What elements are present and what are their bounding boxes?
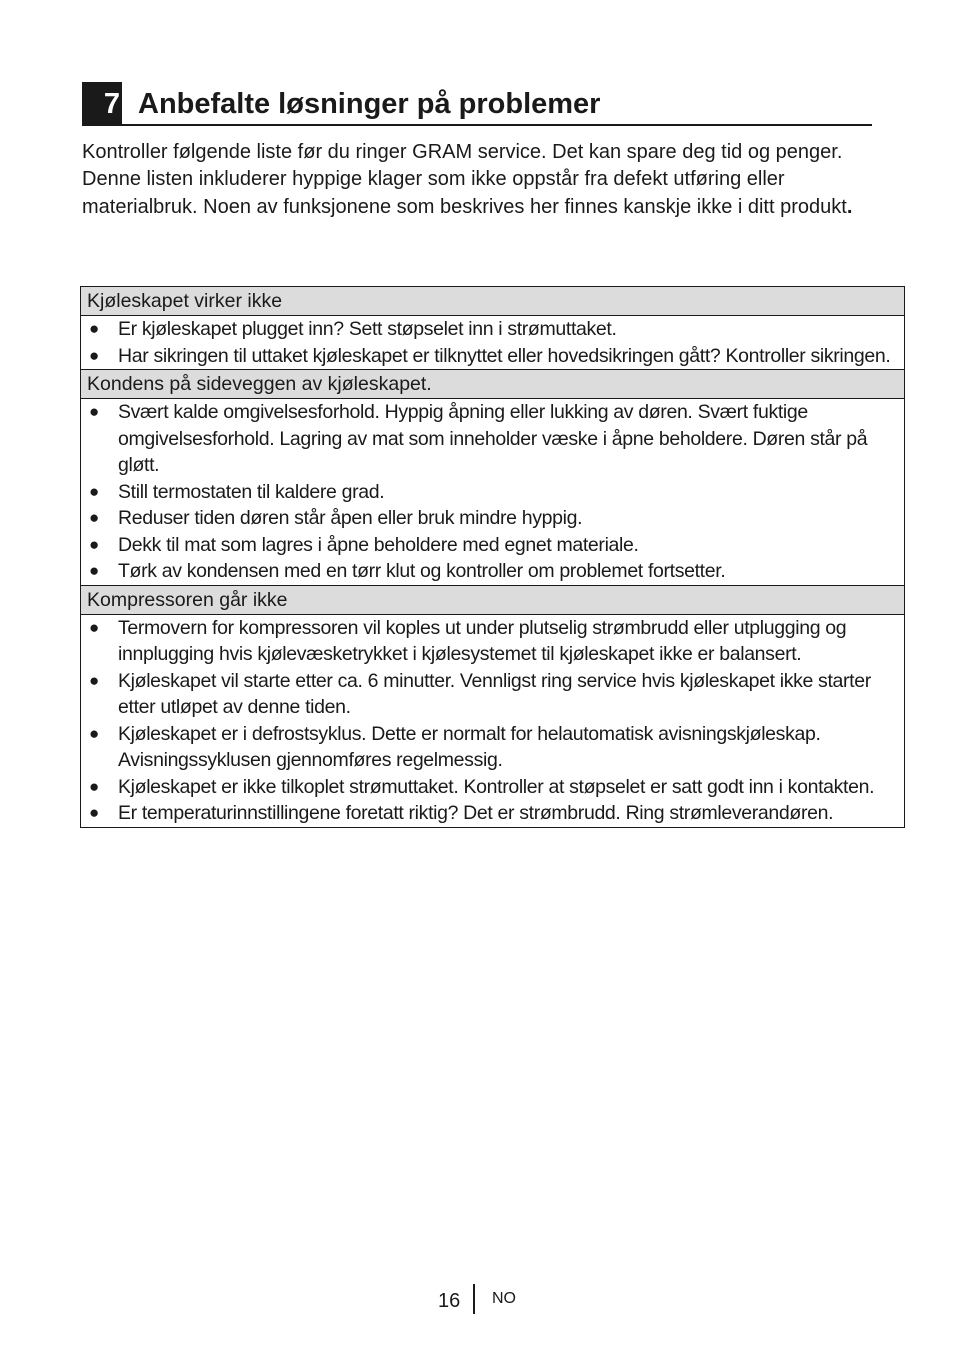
section-title: Anbefalte løsninger på problemer [138,88,601,120]
section-number-badge: 7 [82,82,122,124]
bullet-icon: ● [89,723,99,743]
problem-heading: Kompressoren går ikke [81,586,904,615]
solution-list [81,615,904,827]
solution-text: Er kjøleskapet plugget inn? Sett støpselet inn i strømuttaket. [118,318,617,340]
problem-heading: Kjøleskapet virker ikke [81,287,904,316]
page-footer [0,1284,954,1316]
bullet-icon: ● [89,508,99,527]
problem-heading: Kondens på sideveggen av kjøleskapet. [81,370,904,399]
solution-item [81,558,904,585]
bullet-icon: ● [89,534,99,554]
solution-text: Tørk av kondensen med en tørr klut og kontroller om problemet fortsetter. [118,560,726,582]
bullet-icon: ● [89,561,99,580]
solution-text: Still termostaten til kaldere grad. [118,480,385,503]
language-code: NO [492,1290,516,1307]
solution-item [81,668,904,721]
problem-block [81,586,904,827]
solution-item [81,505,904,532]
solution-item [81,343,904,370]
bullet-icon: ● [89,481,99,501]
solution-item [81,479,904,506]
problem-block [81,370,904,586]
troubleshooting-table [80,286,905,828]
problem-block [81,287,904,370]
bullet-icon: ● [89,670,99,690]
bullet-icon: ● [89,617,99,637]
solution-item [81,800,904,827]
solution-list [81,399,904,586]
solution-item [81,721,904,774]
bullet-icon: ● [89,402,99,421]
solution-text: Termovern for kompressoren vil koples ut under plutselig strømbrudd eller utplugging og innplugging hvis kjølevæsketrykket i kjølesystemet til kjøleskapet ikke er balansert. [118,616,847,665]
solution-item [81,399,904,479]
bullet-icon: ● [89,803,99,822]
bullet-icon: ● [89,776,99,796]
solution-text: Svært kalde omgivelsesforhold. Hyppig åpning eller lukking av døren. Svært fuktige omgivelsesforhold. Lagring av mat som inneholder væske i åpne beholdere. Døren står på gløtt. [118,401,868,476]
solution-item [81,316,904,343]
solution-list [81,316,904,370]
footer-divider [473,1284,475,1314]
intro-text: Kontroller følgende liste før du ringer GRAM service. Det kan spare deg tid og penger. Denne listen inkluderer hyppige klager som ikke oppstår fra defekt utføring eller materialbruk. Noen av funksjonene som beskrives her finnes kanskje ikke i ditt produkt [82,141,847,218]
section-header [82,82,872,126]
bullet-icon: ● [89,345,99,365]
solution-text: Kjøleskapet vil starte etter ca. 6 minutter. Vennligst ring service hvis kjøleskapet ikke starter etter utløpet av denne tiden. [118,669,871,718]
solution-item [81,615,904,668]
solution-text: Har sikringen til uttaket kjøleskapet er tilknyttet eller hovedsikringen gått? Kontroller sikringen. [118,344,891,367]
bullet-icon: ● [89,319,99,338]
page-number: 16 [438,1290,461,1312]
intro-end-period: . [846,195,853,218]
solution-text: Reduser tiden døren står åpen eller bruk mindre hyppig. [118,507,583,529]
solution-text: Dekk til mat som lagres i åpne beholdere med egnet materiale. [118,533,639,556]
solution-item [81,532,904,559]
solution-text: Kjøleskapet er ikke tilkoplet strømuttaket. Kontroller at støpselet er satt godt inn i kontakten. [118,775,875,798]
solution-text: Er temperaturinnstillingene foretatt riktig? Det er strømbrudd. Ring strømleverandøren. [118,802,834,824]
solution-item [81,774,904,801]
solution-text: Kjøleskapet er i defrostsyklus. Dette er normalt for helautomatisk avisningskjøleskap. Avisningssyklusen gjennomføres regelmessig. [118,722,821,771]
intro-paragraph [82,139,872,221]
